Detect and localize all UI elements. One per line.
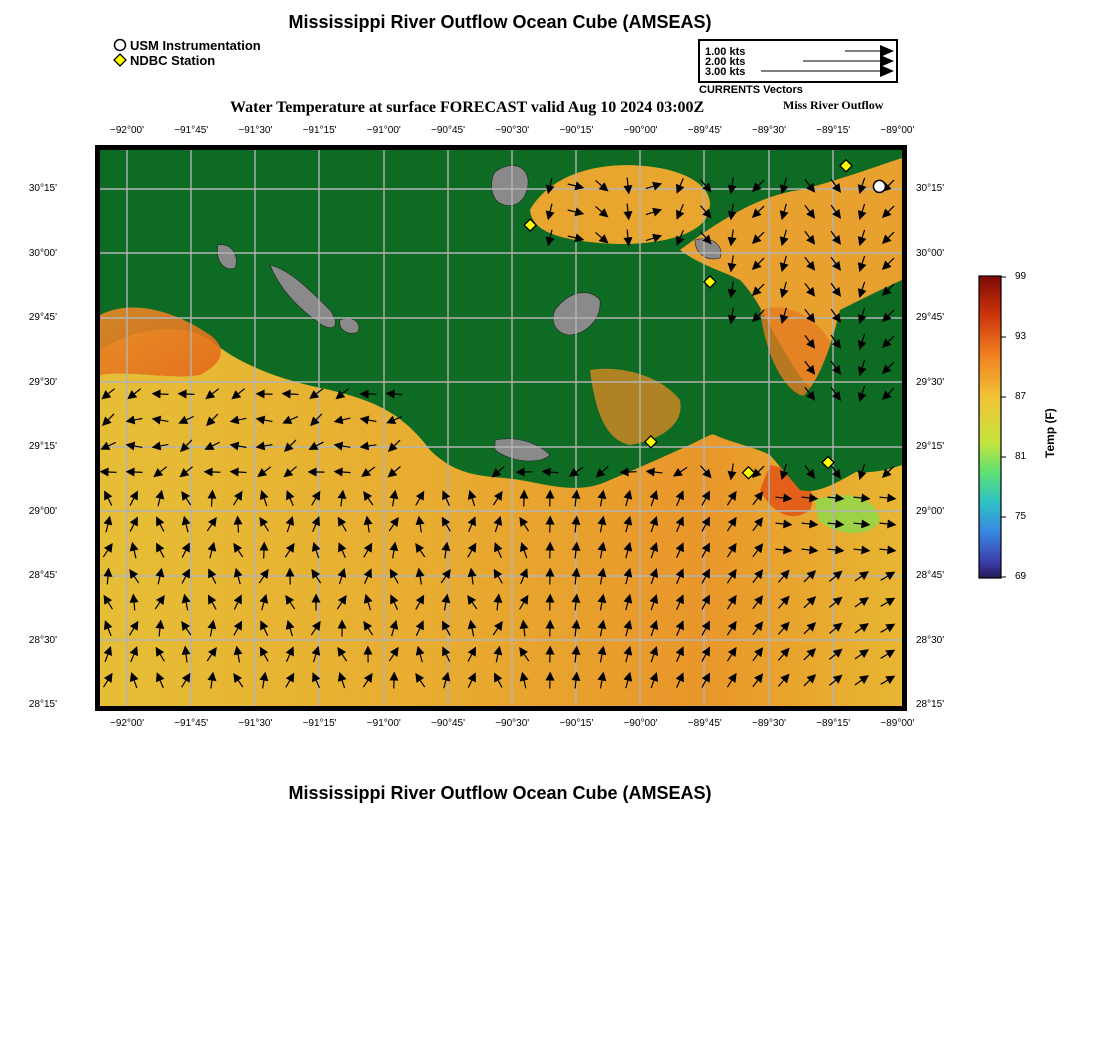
vector-key-arrowhead-3 (880, 65, 894, 77)
lon-tick-label: −91°45' (174, 125, 209, 136)
current-vector-shaft (550, 472, 558, 473)
chart-title: Mississippi River Outflow Ocean Cube (AMSEAS) (288, 12, 712, 32)
colorbar-label-69: 69 (1015, 571, 1027, 582)
vector-key-title: CURRENTS Vectors (699, 84, 803, 96)
vector-key-row-2: 2.00 kts (705, 56, 746, 68)
lon-tick-label: −90°45' (431, 718, 465, 729)
current-vector-shaft (828, 549, 836, 550)
current-vector-shaft (575, 576, 576, 584)
colorbar-label-93: 93 (1015, 331, 1027, 342)
current-vector-shaft (828, 497, 836, 498)
lon-tick-label: −89°45' (687, 718, 722, 729)
vector-key-row-1: 1.00 kts (705, 46, 746, 58)
current-vector-shaft (575, 628, 576, 636)
current-vector-shaft (134, 602, 135, 610)
current-vector-shaft (575, 550, 576, 558)
current-vector-shaft (776, 497, 784, 498)
lon-tick-label: −91°45' (174, 718, 209, 729)
lon-tick-label: −90°30' (495, 718, 530, 729)
current-vector-shaft (627, 178, 628, 186)
lon-tick-label: −89°45' (687, 125, 722, 136)
lon-tick-label: −91°00' (366, 125, 401, 136)
current-vector-shaft (880, 523, 888, 524)
legend-ndbc-label: NDBC Station (130, 53, 216, 68)
current-vector-shaft (575, 680, 576, 688)
colorbar-label-99: 99 (1015, 271, 1027, 282)
lat-tick-label-left: 28°45' (28, 570, 57, 581)
lat-tick-label-right: 29°00' (916, 505, 945, 517)
current-vector-shaft (627, 204, 628, 212)
current-vector-shaft (107, 576, 108, 584)
lon-tick-label: −90°45' (431, 125, 465, 136)
lon-tick-label: −90°30' (495, 125, 530, 136)
current-vector-shaft (880, 497, 888, 498)
lat-tick-label-right: 30°00' (916, 247, 945, 259)
lon-tick-label: −89°30' (752, 125, 786, 136)
chart-title-bottom: Mississippi River Outflow Ocean Cube (AMSEAS) (288, 783, 712, 803)
lon-tick-label: −90°15' (559, 125, 594, 136)
legend-symbols (112, 38, 128, 72)
lon-tick-label: −91°30' (238, 718, 273, 729)
map-canvas (100, 150, 902, 706)
lat-tick-label-left: 30°00' (28, 247, 57, 259)
current-vector-shaft (654, 472, 662, 473)
colorbar-label-75: 75 (1015, 511, 1027, 522)
lon-tick-label: −89°30' (752, 718, 786, 729)
lat-axis-right (912, 0, 972, 1050)
lon-tick-label: −90°00' (623, 718, 658, 729)
lat-axis-left (0, 0, 95, 1050)
usm-marker-icon (115, 40, 126, 51)
vector-key-arrowhead-2 (880, 55, 894, 67)
lat-tick-label-right: 28°30' (916, 634, 945, 646)
current-vector-shaft (575, 524, 576, 532)
colorbar-label-81: 81 (1015, 451, 1027, 462)
lon-tick-label: −91°15' (302, 718, 337, 729)
current-vector-shaft (802, 497, 810, 498)
lon-tick-label: −89°00' (880, 125, 915, 136)
lon-tick-label: −91°00' (366, 718, 401, 729)
current-vector-shaft (575, 602, 576, 610)
current-vector-shaft (880, 549, 888, 550)
vector-key-box (698, 39, 898, 83)
vector-key-row-3: 3.00 kts (705, 66, 746, 78)
lon-tick-label: −92°00' (110, 125, 144, 136)
vector-key-arrows (700, 41, 896, 81)
map-subtitle: Water Temperature at surface FORECAST valid Aug 10 2024 03:00Z (230, 99, 705, 116)
lon-tick-label: −91°30' (238, 125, 273, 136)
colorbar-label-87: 87 (1015, 391, 1027, 402)
lat-tick-label-right: 29°45' (916, 312, 945, 323)
lon-tick-label: −89°15' (816, 718, 851, 729)
colorbar (978, 275, 1028, 581)
lat-tick-label-right: 28°45' (916, 570, 945, 581)
lon-tick-label: −92°00' (110, 718, 144, 729)
lat-tick-label-left: 28°15' (28, 699, 57, 710)
current-vector-shaft (627, 230, 628, 238)
current-vector-shaft (854, 523, 862, 524)
lat-tick-label-left: 28°30' (28, 634, 57, 646)
current-vector-shaft (524, 628, 525, 636)
lat-tick-label-left: 29°45' (28, 312, 57, 323)
lon-tick-label: −89°00' (880, 718, 915, 729)
legend-usm-label: USM Instrumentation (130, 38, 261, 53)
current-vector-shaft (342, 472, 350, 473)
lon-tick-label: −90°15' (559, 718, 594, 729)
lat-tick-label-left: 30°15' (28, 183, 57, 194)
lat-tick-label-right: 30°15' (916, 183, 945, 194)
lat-tick-label-right: 29°30' (916, 376, 945, 388)
current-vector-shaft (776, 523, 784, 524)
current-vector-shaft (394, 394, 402, 395)
lon-tick-label: −90°00' (623, 125, 658, 136)
current-vector-shaft (776, 549, 784, 550)
ndbc-marker-icon (114, 54, 126, 66)
lat-tick-label-right: 28°15' (916, 699, 945, 710)
current-vector-shaft (802, 549, 810, 550)
lat-tick-label-left: 29°30' (28, 376, 57, 388)
current-vector-shaft (575, 654, 576, 662)
current-vector-shaft (854, 497, 862, 498)
colorbar-gradient (979, 276, 1001, 578)
current-vector-shaft (211, 498, 212, 506)
usm-instrument-marker[interactable] (873, 180, 885, 192)
current-vector-shaft (575, 498, 576, 506)
lat-tick-label-right: 29°15' (916, 441, 945, 452)
lat-tick-label-left: 29°00' (28, 505, 57, 517)
lon-tick-label: −91°15' (302, 125, 337, 136)
current-vector-shaft (854, 549, 862, 550)
current-vector-shaft (828, 523, 836, 524)
region-label: Miss River Outflow (783, 98, 884, 112)
vector-key-arrowhead-1 (880, 45, 894, 57)
lat-tick-label-left: 29°15' (28, 441, 57, 452)
colorbar-title: Temp (F) (1043, 408, 1057, 458)
lon-tick-label: −89°15' (816, 125, 851, 136)
current-vector-shaft (159, 628, 160, 636)
current-vector-shaft (802, 523, 810, 524)
